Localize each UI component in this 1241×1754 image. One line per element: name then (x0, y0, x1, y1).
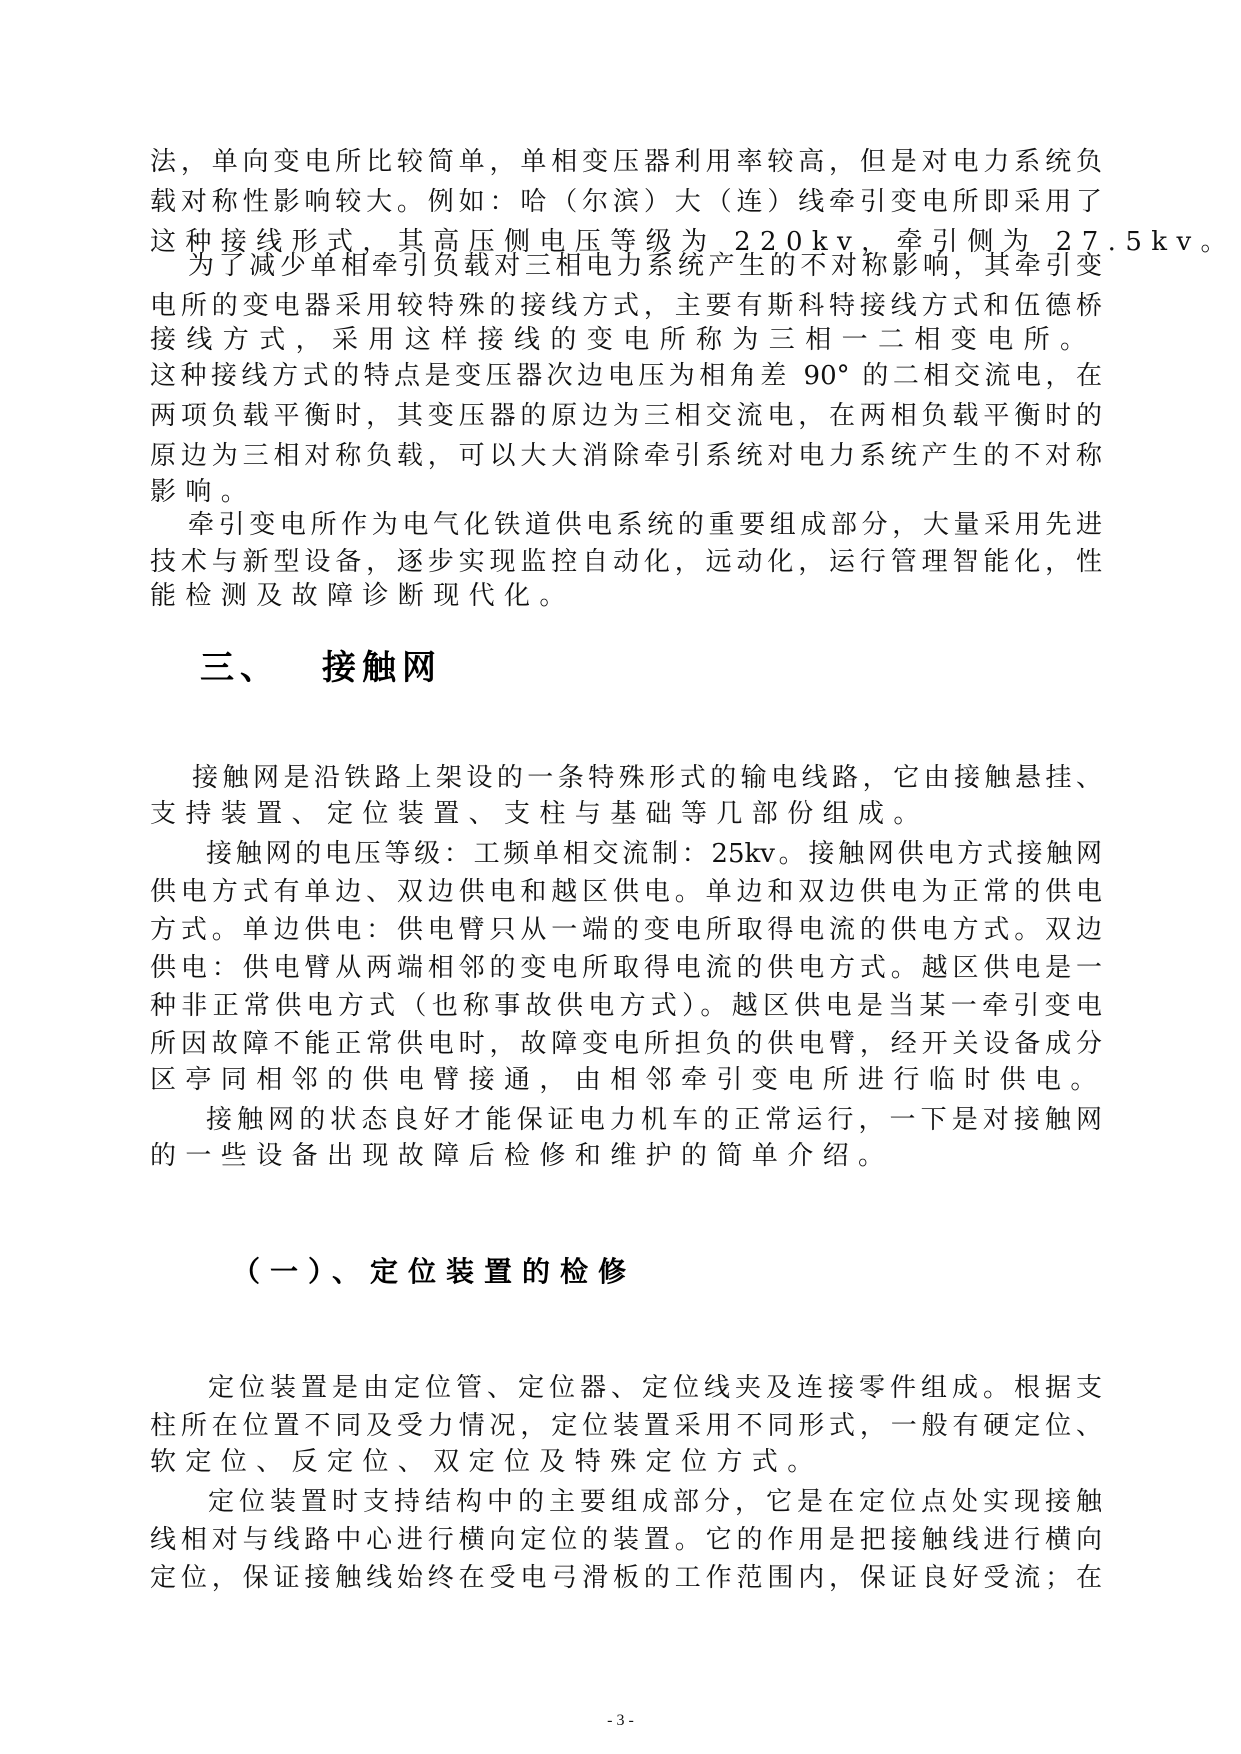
text-line: 接线方式，采用这样接线的变电所称为三相一二相变电所。 (150, 325, 1097, 355)
text-line: 线相对与线路中心进行横向定位的装置。它的作用是把接触线进行横向 (150, 1525, 1102, 1555)
text-line: 这种接线形式，其高压侧电压等级为 220kv，牵引侧为 27.5kv。 (150, 227, 1236, 257)
text-line: 法，单向变电所比较简单，单相变压器利用率较高，但是对电力系统负 (150, 147, 1102, 177)
text-line: 接触网的电压等级：工频单相交流制：25kv。接触网供电方式接触网 (206, 839, 1102, 869)
subsection-heading: （一）、定位装置的检修 (232, 1255, 637, 1288)
text-line: 牵引变电所作为电气化铁道供电系统的重要组成部分，大量采用先进 (188, 510, 1102, 540)
text-line: 供电方式有单边、双边供电和越区供电。单边和双边供电为正常的供电 (150, 877, 1102, 907)
page-number: - 3 - (607, 1712, 634, 1729)
text-line: 区亭同相邻的供电臂接通，由相邻牵引变电所进行临时供电。 (150, 1065, 1106, 1095)
text-line: 为了减少单相牵引负载对三相电力系统产生的不对称影响，其牵引变 (188, 251, 1102, 281)
section-heading (200, 640, 442, 689)
text-line: 支持装置、定位装置、支柱与基础等几部份组成。 (150, 799, 929, 829)
text-line: 定位装置是由定位管、定位器、定位线夹及连接零件组成。根据支 (208, 1373, 1102, 1403)
text-line: 定位装置时支持结构中的主要组成部分，它是在定位点处实现接触 (208, 1487, 1102, 1517)
section-title: 接触网 (322, 648, 442, 688)
text-line: 接触网是沿铁路上架设的一条特殊形式的输电线路，它由接触悬挂、 (192, 763, 1102, 793)
text-line: 供电：供电臂从两端相邻的变电所取得电流的供电方式。越区供电是一 (150, 953, 1102, 983)
text-line: 电所的变电器采用较特殊的接线方式，主要有斯科特接线方式和伍德桥 (150, 291, 1102, 321)
text-line: 影响。 (150, 477, 257, 507)
text-line: 两项负载平衡时，其变压器的原边为三相交流电，在两相负载平衡时的 (150, 401, 1102, 431)
text-line: 所因故障不能正常供电时，故障变电所担负的供电臂，经开关设备成分 (150, 1029, 1102, 1059)
text-line: 技术与新型设备，逐步实现监控自动化，远动化，运行管理智能化，性 (150, 547, 1102, 577)
section-number: 三、 (200, 648, 280, 688)
text-line: 原边为三相对称负载，可以大大消除牵引系统对电力系统产生的不对称 (150, 441, 1102, 471)
text-line: 这种接线方式的特点是变压器次边电压为相角差 90° 的二相交流电，在 (150, 361, 1102, 391)
text-line: 种非正常供电方式（也称事故供电方式）。越区供电是当某一牵引变电 (150, 991, 1102, 1021)
text-line: 接触网的状态良好才能保证电力机车的正常运行，一下是对接触网 (206, 1105, 1102, 1135)
text-line: 能检测及故障诊断现代化。 (150, 581, 575, 611)
text-line: 的一些设备出现故障后检修和维护的简单介绍。 (150, 1141, 894, 1171)
text-line: 方式。单边供电：供电臂只从一端的变电所取得电流的供电方式。双边 (150, 915, 1102, 945)
text-line: 定位，保证接触线始终在受电弓滑板的工作范围内，保证良好受流；在 (150, 1563, 1102, 1593)
text-line: 柱所在位置不同及受力情况，定位装置采用不同形式，一般有硬定位、 (150, 1411, 1102, 1441)
text-line: 软定位、反定位、双定位及特殊定位方式。 (150, 1447, 823, 1477)
text-line: 载对称性影响较大。例如：哈（尔滨）大（连）线牵引变电所即采用了 (150, 187, 1102, 217)
